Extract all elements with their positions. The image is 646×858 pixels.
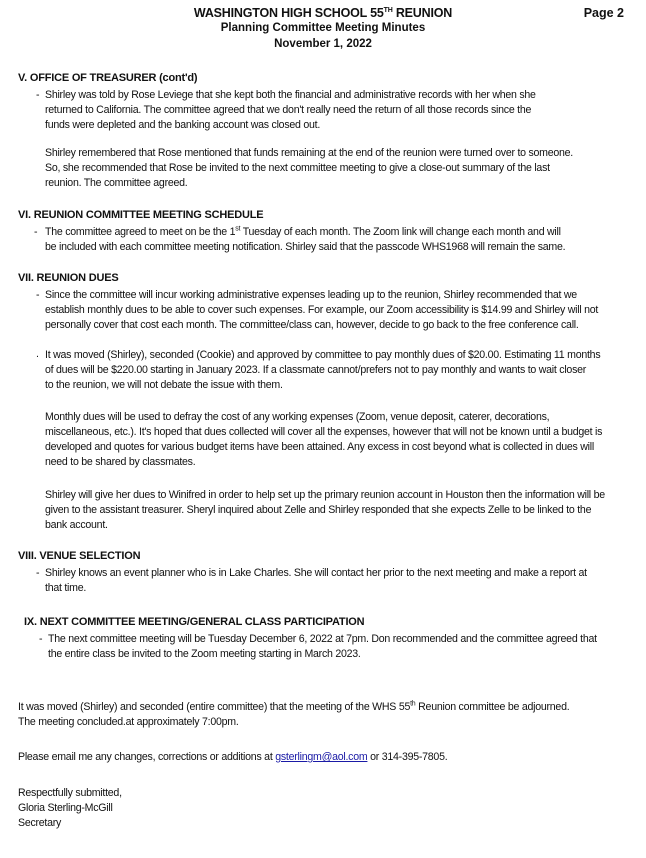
paragraph-dues-2: It was moved (Shirley), seconded (Cookie) and approved by committee to pay monthly dues of $20.00. Estimating 11 months of dues will be $220.00 starting in January 2023. If a classmate cannot/prefers not to pay monthly and wants to wait closer to the reunion, we will not debate the issue with them. [45,349,601,391]
paragraph-schedule: The committee agreed to meet on be the 1st Tuesday of each month. The Zoom link will change each month and will be included with each committee meeting notification. Shirley said that the passcode WHS1968 will remain the same. [45,225,566,253]
bullet-dash: - [34,226,38,238]
bullet-dash: - [36,89,40,101]
section-heading-next-meeting: IX. NEXT COMMITTEE MEETING/GENERAL CLASS PARTICIPATION [24,616,365,628]
paragraph-next-meeting: The next committee meeting will be Tuesday December 6, 2022 at 7pm. Don recommended and the committee agreed that the entire class be invited to the Zoom meeting starting in March 2023. [48,633,597,660]
paragraph-dues-4: Shirley will give her dues to Winifred in order to help set up the primary reunion account in Houston then the information will be given to the assistant treasurer. Sheryl inquired about Zelle and Shirley responded that she expects Zelle to be linked to the bank account. [45,489,605,531]
signer-title: Secretary [18,817,62,829]
signature-block [18,786,122,831]
document-date: November 1, 2022 [274,38,372,50]
bullet-dash: - [39,633,43,645]
signoff: Respectfully submitted, [18,787,122,799]
document-title: WASHINGTON HIGH SCHOOL 55TH REUNION [193,6,453,20]
page-number: Page 2 [583,6,624,20]
paragraph-dues-1: Since the committee will incur working administrative expenses leading up to the reunion, Shirley recommended that we establish monthly dues to be able to cover such expenses. For example, our Zoom accessibility is $14.99 and Shirley will not personally cover that cost each month. The committee/class can, however, decide to go back to the free conference call. [45,289,599,331]
contact-prefix: Please email me any changes, corrections or additions at [18,751,276,763]
section-heading-treasurer: V. OFFICE OF TREASURER (cont'd) [18,72,198,84]
adjournment-text: It was moved (Shirley) and seconded (entire committee) that the meeting of the WHS 55th Reunion committee be adjourned. The meeting concluded.at approximately 7:00pm. [18,700,570,728]
bullet-dash: - [36,289,40,301]
section-heading-dues: VII. REUNION DUES [18,272,119,284]
bullet-dot: . [36,348,39,360]
contact-suffix: or 314-395-7805. [367,751,448,763]
document-subtitle: Planning Committee Meeting Minutes [220,22,426,34]
contact-line [18,750,447,765]
bullet-dash: - [36,567,40,579]
email-link[interactable]: gsterlingm@aol.com [275,751,368,763]
paragraph-dues-3: Monthly dues will be used to defray the cost of any working expenses (Zoom, venue deposit, caterer, decorations, miscellaneous, etc.). It's hoped that dues collected will cover all the expenses, however that will not be known until a budget is developed and quotes for various budget items have been attained. Any excess in cost beyond what is collected in dues will need to be shared by classmates. [45,411,603,468]
signer-name: Gloria Sterling-McGill [18,802,113,814]
section-heading-schedule: VI. REUNION COMMITTEE MEETING SCHEDULE [18,209,264,221]
paragraph-treasurer-1: Shirley was told by Rose Leviege that she kept both the financial and administrative records with her when she returned to California. The committee agreed that we don't really need the return of all those records since the funds were depleted and the banking account was closed out. [45,89,536,131]
paragraph-treasurer-2: Shirley remembered that Rose mentioned that funds remaining at the end of the reunion were turned over to someone. So, she recommended that Rose be invited to the next committee meeting to give a close-out summary of the last reunion. The committee agreed. [45,147,573,189]
section-heading-venue: VIII. VENUE SELECTION [18,550,141,562]
paragraph-venue: Shirley knows an event planner who is in Lake Charles. She will contact her prior to the next meeting and make a report at that time. [45,567,587,594]
